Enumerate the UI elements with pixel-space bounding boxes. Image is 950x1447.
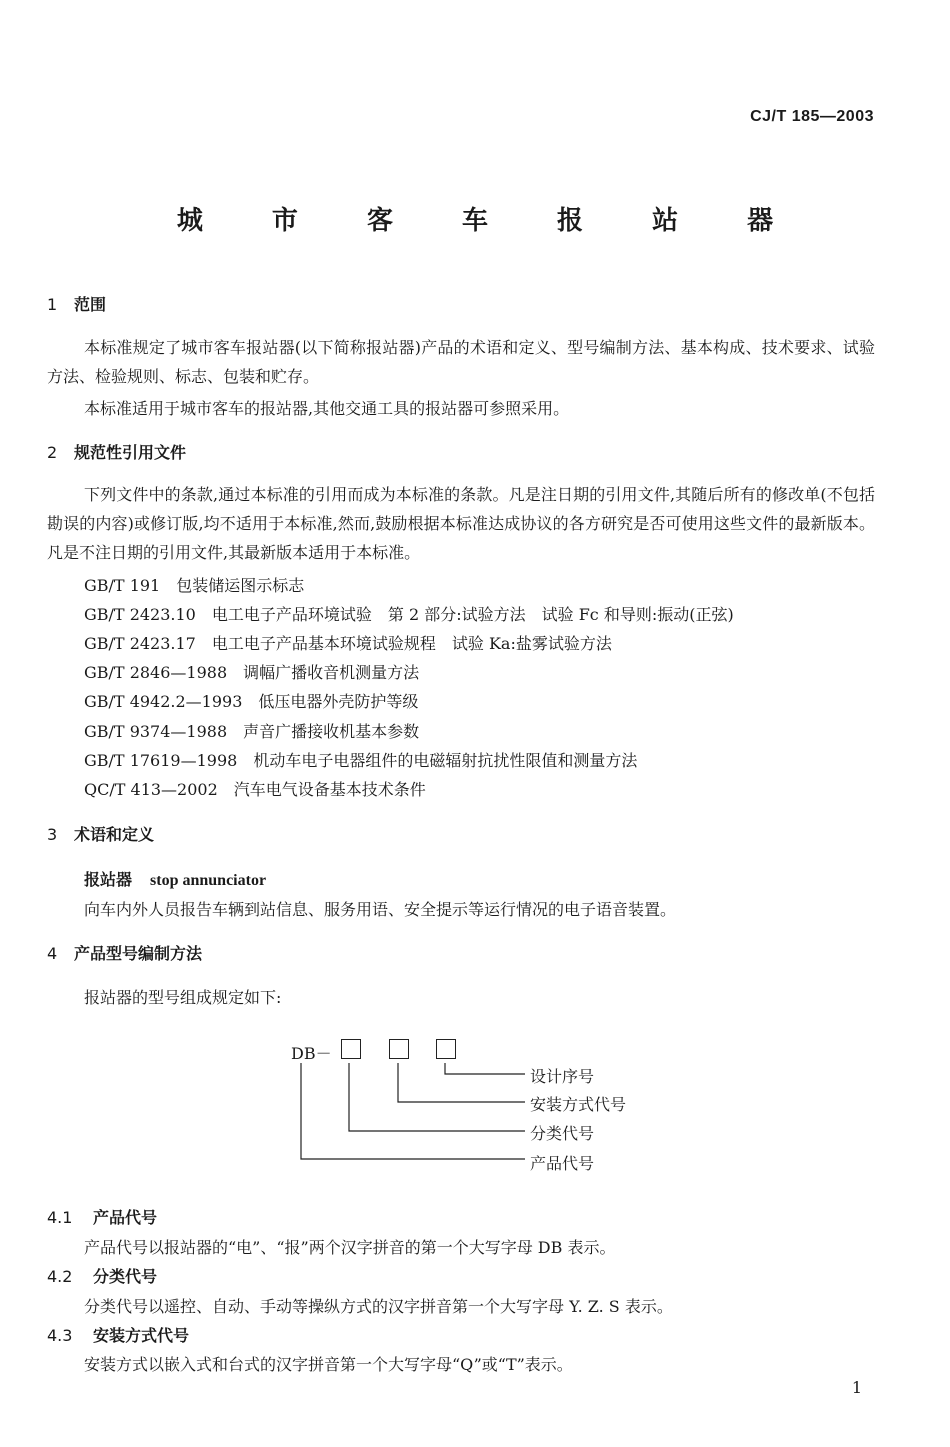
standard-code: CJ/T 185—2003 [750,108,874,125]
reference-code: GB/T 2423.17 [84,634,196,653]
section-3-heading [47,822,154,845]
section-2-paragraph: 下列文件中的条款,通过本标准的引用而成为本标准的条款。凡是注日期的引用文件,其随后所有的修改单(不包括勘误的内容)或修订版,均不适用于本标准,然而,鼓励根据本标准达成协议的各方研究是否可使用这些文件的最新版本。凡是不注日期的引用文件,其最新版本适用于本标准。 [47,485,875,562]
reference-title: 电工电子产品环境试验 第 2 部分:试验方法 试验 Fc 和导则:振动(正弦) [211,605,734,624]
reference-title: 低压电器外壳防护等级 [258,692,419,711]
reference-item [84,631,612,654]
reference-item [84,719,419,742]
reference-item [84,573,304,596]
section-4-heading [47,941,202,964]
section-2-heading [47,440,186,463]
label-classification-code: 分类代号 [530,1124,595,1143]
subsection-4-3-heading [47,1323,189,1346]
reference-title: 机动车电子电器组件的电磁辐射抗扰性限值和测量方法 [253,751,638,770]
section-title: 产品型号编制方法 [74,944,203,963]
section-1-paragraph-1: 本标准规定了城市客车报站器(以下简称报站器)产品的术语和定义、型号编制方法、基本构成、技术要求、试验方法、检验规则、标志、包装和贮存。 [47,338,875,386]
section-1-heading [47,292,106,315]
reference-code: GB/T 2846—1988 [84,663,228,682]
reference-item [84,777,426,800]
label-installation-code: 安装方式代号 [530,1095,627,1114]
leader-line-serial [445,1063,525,1074]
subsection-4-1-heading [47,1205,157,1228]
section-number: 3 [47,825,58,844]
term-definition: 向车内外人员报告车辆到站信息、服务用语、安全提示等运行情况的电子语音装置。 [84,900,677,919]
reference-item [84,748,637,771]
reference-title: 电工电子产品基本环境试验规程 试验 Ka:盐雾试验方法 [211,634,612,653]
subsection-number: 4.1 [47,1208,73,1227]
reference-code: GB/T 9374—1988 [84,722,228,741]
section-1-paragraph-2: 本标准适用于城市客车的报站器,其他交通工具的报站器可参照采用。 [84,399,570,418]
subsection-4-3-text: 安装方式以嵌入式和台式的汉字拼音第一个大写字母“Q”或“T”表示。 [84,1355,573,1374]
reference-title: 声音广播接收机基本参数 [243,722,420,741]
term-chinese: 报站器 [84,870,133,889]
subsection-4-1-text: 产品代号以报站器的“电”、“报”两个汉字拼音的第一个大写字母 DB 表示。 [84,1238,616,1257]
section-title: 术语和定义 [74,825,155,844]
model-prefix: DB－ [291,1044,332,1063]
reference-code: GB/T 17619—1998 [84,751,238,770]
subsection-4-2-text: 分类代号以遥控、自动、手动等操纵方式的汉字拼音第一个大写字母 Y. Z. S 表示。 [84,1297,673,1316]
leader-line-installation [398,1063,525,1102]
reference-item [84,689,418,712]
page-number: 1 [851,1378,862,1397]
subsection-title: 分类代号 [93,1267,158,1286]
reference-item [84,602,734,625]
leader-line-product [301,1063,525,1159]
term-entry [84,867,266,890]
document-title: 城 市 客 车 报 站 器 [176,206,804,236]
subsection-4-2-heading [47,1264,157,1287]
section-4-intro: 报站器的型号组成规定如下: [84,988,282,1007]
reference-title: 调幅广播收音机测量方法 [243,663,420,682]
term-english: stop annunciator [150,872,267,889]
subsection-number: 4.3 [47,1326,73,1345]
leader-line-classification [349,1063,525,1131]
section-number: 2 [47,443,58,462]
reference-code: GB/T 2423.10 [84,605,196,624]
section-number: 1 [47,295,58,314]
label-design-serial: 设计序号 [530,1067,595,1086]
reference-code: GB/T 191 [84,576,161,595]
subsection-title: 产品代号 [93,1208,158,1227]
subsection-number: 4.2 [47,1267,73,1286]
model-code-diagram [285,1035,645,1185]
reference-title: 包装储运图示标志 [176,576,305,595]
section-title: 规范性引用文件 [74,443,187,462]
section-number: 4 [47,944,58,963]
reference-code: GB/T 4942.2—1993 [84,692,243,711]
reference-item [84,660,419,683]
subsection-title: 安装方式代号 [93,1326,190,1345]
label-product-code: 产品代号 [530,1154,595,1173]
section-title: 范围 [74,295,107,314]
reference-code: QC/T 413—2002 [84,780,218,799]
reference-title: 汽车电气设备基本技术条件 [233,780,426,799]
